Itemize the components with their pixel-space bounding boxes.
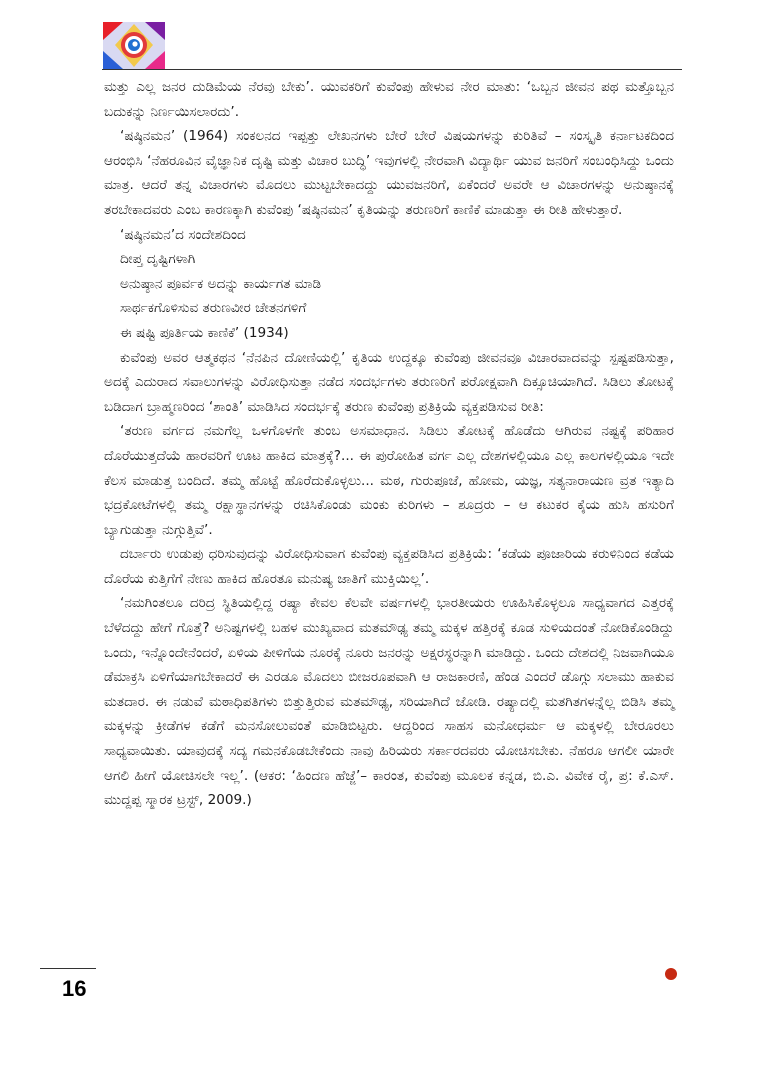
paragraph: ‘ಷಷ್ಠಿನಮನ’ (1964) ಸಂಕಲನದ ಇಪ್ಪತ್ತು ಲೇಖನಗಳು ಬೇರೆ ಬೇರೆ ವಿಷಯಗಳನ್ನು ಕುರಿತಿವೆ – ಸಂಸ್ಕೃತಿ ಕರ್ನಾಟಕದಿಂದ ಆರಂಭಿಸಿ ‘ನೆಹರೂವಿನ ವೈಜ್ಞಾನಿಕ ದೃಷ್ಟಿ ಮತ್ತು ವಿಚಾರ ಬುದ್ಧಿ’ ಇವುಗಳಲ್ಲಿ ನೇರವಾಗಿ ವಿದ್ಯಾರ್ಥಿ ಯುವ ಜನರಿಗೆ ಸಂಬಂಧಿಸಿದ್ದು ಒಂದು ಮಾತ್ರ. ಆದರೆ ತನ್ನ ವಿಚಾರಗಳು ಮೊದಲು ಮುಟ್ಟಬೇಕಾದದ್ದು ಯುವಜನರಿಗೆ, ಏಕೆಂದರೆ ಅವರೇ ಆ ವಿಚಾರಗಳನ್ನು ಅನುಷ್ಠಾನಕ್ಕೆ ತರಬೇಕಾದವರು ಎಂಬ ಕಾರಣಕ್ಕಾಗಿ ಕುವೆಂಪು ‘ಷಷ್ಠಿನಮನ’ ಕೃತಿಯನ್ನು ತರುಣರಿಗೆ ಕಾಣಿಕೆ ಮಾಡುತ್ತಾ ಈ ರೀತಿ ಹೇಳುತ್ತಾರೆ. bbox=[104, 128, 674, 218]
header-rule bbox=[102, 69, 682, 70]
article-body bbox=[104, 75, 674, 813]
verse-line: ಈ ಷಷ್ಟಿ ಪೂರ್ತಿಯ ಕಾಣಿಕೆ’ (1934) bbox=[120, 324, 289, 341]
verse-line: ಸಾರ್ಥಕಗೊಳಿಸುವ ತರುಣವೀರ ಚೇತನಗಳಿಗೆ bbox=[120, 300, 307, 317]
verse-line: ‘ಷಷ್ಠಿನಮನ’ದ ಸಂದೇಶದಿಂದ bbox=[120, 226, 246, 243]
page-number: 16 bbox=[62, 976, 87, 1001]
paragraph: ಮತ್ತು ಎಲ್ಲ ಜನರ ದುಡಿಮೆಯ ನೆರವು ಬೇಕು’. ಯುವಕರಿಗೆ ಕುವೆಂಪು ಹೇಳುವ ನೇರ ಮಾತು: ‘ಒಬ್ಬನ ಜೀವನ ಪಥ ಮತ್ತೊಬ್ಬನ ಬದುಕನ್ನು ನಿರ್ಣಯಿಸಲಾರದು’. bbox=[104, 79, 674, 120]
paragraph: ‘ನಮಗಿಂತಲೂ ದರಿದ್ರ ಸ್ಥಿತಿಯಲ್ಲಿದ್ದ ರಷ್ಯಾ ಕೇವಲ ಕೆಲವೇ ವರ್ಷಗಳಲ್ಲಿ ಭಾರತೀಯರು ಊಹಿಸಿಕೊಳ್ಳಲೂ ಸಾಧ್ಯವಾಗದ ಎತ್ತರಕ್ಕೆ ಬೆಳೆದದ್ದು ಹೇಗೆ ಗೊತ್ತೆ? ಅನಿಷ್ಟಗಳಲ್ಲಿ ಬಹಳ ಮುಖ್ಯವಾದ ಮತಮೌಢ್ಯ ತಮ್ಮ ಮಕ್ಕಳ ಹತ್ತಿರಕ್ಕೆ ಕೂಡ ಸುಳಿಯದಂತೆ ನೋಡಿಕೊಂಡಿದ್ದು ಒಂದು, ಇನ್ನೊಂದೇನೆಂದರೆ, ಏಳಿಯ ಪೀಳಿಗೆಯ ನೂರಕ್ಕೆ ನೂರು ಜನರನ್ನು ಅಕ್ಷರಸ್ಥರನ್ನಾಗಿ ಮಾಡಿದ್ದು. ಒಂದು ದೇಶದಲ್ಲಿ ನಿಜವಾಗಿಯೂ ಡೆಮಾಕ್ರಸಿ ಏಳಿಗೆಯಾಗಬೇಕಾದರೆ ಈ ಎರಡೂ ಮೊದಲು ಬೀಜರೂಪವಾಗಿ ಆ ರಾಜಕಾರಣಿ, ಹೆಂಡ ಎಂದರೆ ಡೊಗ್ಗು ಸಲಾಮು ಹಾಕುವ ಮತದಾರ. ಈ ನಡುವೆ ಮಠಾಧಿಪತಿಗಳು ಬಿತ್ತುತ್ತಿರುವ ಮತಮೌಢ್ಯ, ಸರಿಯಾಗಿದೆ ಜೋಡಿ. ರಷ್ಯಾದಲ್ಲಿ ಮತಗಿತಗಳನ್ನೆಲ್ಲ ಬಿಡಿಸಿ ತಮ್ಮ ಮಕ್ಕಳನ್ನು ಕ್ರೀಡೆಗಳ ಕಡೆಗೆ ಮನಸೋಲುವಂತೆ ಮಾಡಿಬಿಟ್ಟರು. ಆದ್ದರಿಂದ ಸಾಹಸ ಮನೋಧರ್ಮ ಆ ಮಕ್ಕಳಲ್ಲಿ ಬೇರೂರಲು ಸಾಧ್ಯವಾಯಿತು. ಯಾವುದಕ್ಕೆ ಸದ್ಯ ಗಮನಕೊಡಬೇಕೆಂದು ನಾವು ಹಿರಿಯರು ಸರ್ಕಾರದವರು ಯೋಚಿಸಬೇಕು. ನೆಹರೂ ಆಗಲೀ ಯಾರೇ ಆಗಲಿ ಹೀಗೆ ಯೋಚಿಸಲೇ ಇಲ್ಲ’. (ಆಕರ: ‘ಹಿಂದಣ ಹೆಜ್ಜೆ’– ಕಾರಂತ, ಕುವೆಂಪು ಮೂಲಕ ಕನ್ನಡ, ಬಿ.ಎ. ವಿವೇಕ ರೈ, ಪ್ರ: ಕೆ.ಎಸ್. ಮುದ್ದಪ್ಪ ಸ್ಮಾರಕ ಟ್ರಸ್ಟ್, 2009.) bbox=[104, 595, 674, 809]
footer-rule bbox=[40, 968, 96, 969]
spiral-logo-icon bbox=[103, 22, 165, 69]
red-dot-icon bbox=[665, 968, 677, 980]
verse-block bbox=[104, 223, 674, 346]
paragraph: ಕುವೆಂಪು ಅವರ ಆತ್ಮಕಥನ ‘ನೆನಪಿನ ದೋಣಿಯಲ್ಲಿ’ ಕೃತಿಯ ಉದ್ದಕ್ಕೂ ಕುವೆಂಪು ಜೀವನವೂ ವಿಚಾರವಾದವನ್ನು ಸ್ಪಷ್ಟಪಡಿಸುತ್ತಾ, ಅದಕ್ಕೆ ಎದುರಾದ ಸವಾಲುಗಳನ್ನು ವಿರೋಧಿಸುತ್ತಾ ನಡೆದ ಸಂದರ್ಭಗಳು ತರುಣರಿಗೆ ಪರೋಕ್ಷವಾಗಿ ದಿಕ್ಸೂಚಿಯಾಗಿದೆ. ಸಿಡಿಲು ತೋಟಕ್ಕೆ ಬಡಿದಾಗ ಬ್ರಾಹ್ಮಣರಿಂದ ‘ಶಾಂತಿ’ ಮಾಡಿಸಿದ ಸಂದರ್ಭಕ್ಕೆ ತರುಣ ಕುವೆಂಪು ಪ್ರತಿಕ್ರಿಯೆ ವ್ಯಕ್ತಪಡಿಸುವ ರೀತಿ: bbox=[104, 349, 674, 415]
magazine-logo bbox=[103, 22, 165, 69]
paragraph: ದರ್ಬಾರು ಉಡುಪು ಧರಿಸುವುದನ್ನು ವಿರೋಧಿಸುವಾಗ ಕುವೆಂಪು ವ್ಯಕ್ತಪಡಿಸಿದ ಪ್ರತಿಕ್ರಿಯೆ: ‘ಕಡೆಯ ಪೂಜಾರಿಯ ಕರುಳಿನಿಂದ ಕಡೆಯ ದೊರೆಯ ಕುತ್ತಿಗೆಗೆ ನೇಣು ಹಾಕಿದ ಹೊರತೂ ಮನುಷ್ಯ ಜಾತಿಗೆ ಮುಕ್ತಿಯಿಲ್ಲ’. bbox=[104, 546, 674, 587]
paragraph: ‘ತರುಣ ವರ್ಗದ ನಮಗೆಲ್ಲ ಒಳಗೊಳಗೇ ತುಂಬ ಅಸಮಾಧಾನ. ಸಿಡಿಲು ತೋಟಕ್ಕೆ ಹೊಡೆದು ಆಗಿರುವ ನಷ್ಟಕ್ಕೆ ಪರಿಹಾರ ದೊರೆಯುತ್ತದೆಯೆ ಹಾರವರಿಗೆ ಊಟ ಹಾಕಿದ ಮಾತ್ರಕ್ಕೆ?... ಈ ಪುರೋಹಿತ ವರ್ಗ ಎಲ್ಲ ದೇಶಗಳಲ್ಲಿಯೂ ಎಲ್ಲ ಕಾಲಗಳಲ್ಲಿಯೂ ಇದೇ ಕೆಲಸ ಮಾಡುತ್ತ ಬಂದಿದೆ. ತಮ್ಮ ಹೊಟ್ಟೆ ಹೊರೆದುಕೊಳ್ಳಲು... ಮಠ, ಗುರುಪೂಜೆ, ಹೋಮ, ಯಜ್ಞ, ಸತ್ಯನಾರಾಯಣ ವ್ರತ ಇತ್ಯಾದಿ ಭದ್ರಕೋಟೆಗಳಲ್ಲಿ ತಮ್ಮ ರಕ್ಷಾಸ್ಥಾನಗಳನ್ನು ರಚಿಸಿಕೊಂಡು ಮಂಕು ಕುರಿಗಳು – ಶೂದ್ರರು – ಆ ಕಟುಕರ ಕೈಯ ಹುಸಿ ಹಸುರಿಗೆ ಬ್ಯಾಗುಡುತ್ತಾ ನುಗ್ಗುತ್ತಿವೆ’. bbox=[104, 423, 674, 538]
verse-line: ಅನುಷ್ಠಾನ ಪೂರ್ವಕ ಅದನ್ನು ಕಾರ್ಯಗತ ಮಾಡಿ bbox=[120, 275, 322, 292]
verse-line: ದೀಪ್ತ ದೃಷ್ಟಿಗಳಾಗಿ bbox=[120, 251, 196, 268]
